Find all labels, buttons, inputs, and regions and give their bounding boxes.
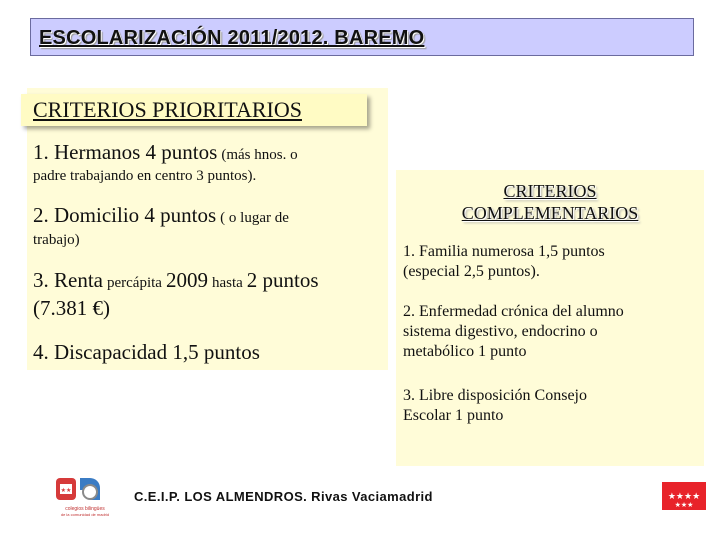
complementarios-heading [396,180,704,224]
prioritario-item-3-percapita: percápita [106,275,162,291]
prioritario-item-3-year: 2009 [165,268,208,292]
logo-left-caption-2: de la comunidad de madrid [60,512,110,517]
prioritarios-heading: CRITERIOS PRIORITARIOS [33,97,302,122]
logo-left-stars-icon: ★★ [60,488,72,494]
prioritario-item-3-line-1 [33,268,319,293]
prioritario-item-2-line-2: trabajo) [33,232,80,248]
complementario-item-2-line-2: sistema digestivo, endocrino o [403,323,598,340]
complementarios-heading-line-2: COMPLEMENTARIOS [461,203,639,223]
prioritarios-heading-box [21,94,367,126]
prioritario-item-4: 4. Discapacidad 1,5 puntos [33,340,260,364]
complementario-item-1 [403,242,695,282]
prioritario-item-2-line-1 [33,203,289,228]
prioritarios-panel [27,88,388,370]
flag-stars-icon-row-2: ★★★ [674,501,694,509]
complementario-item-2 [403,302,695,362]
complementario-item-2-line-3: metabólico 1 punto [403,343,527,360]
complementario-item-3 [403,386,695,426]
prioritario-item-2-main: 2. Domicilio 4 puntos [33,203,217,227]
prioritario-item-1-main: 1. Hermanos 4 puntos [33,140,218,164]
flag-stars-icon: ★★★★ [667,492,701,502]
school-name: C.E.I.P. LOS ALMENDROS. Rivas Vaciamadrid [134,489,433,504]
prioritario-item-3-line-2: (7.381 €) [33,296,110,320]
complementario-item-1-line-2: (especial 2,5 puntos). [403,263,540,280]
prioritario-item-3-hasta: hasta [211,275,243,291]
colegios-bilingues-logo [44,470,126,522]
complementario-item-3-line-1: 3. Libre disposición Consejo [403,387,587,404]
logo-left-caption-1: colegios bilingües [65,506,105,512]
prioritario-item-3-renta: 3. Renta [33,268,103,292]
title-bar [30,18,694,56]
prioritario-item-1-detail: (más hnos. o [221,147,298,163]
prioritario-item-1-line-2: padre trabajando en centro 3 puntos). [33,168,257,184]
complementarios-heading-line-1: CRITERIOS [503,181,597,201]
page-title: ESCOLARIZACIÓN 2011/2012. BAREMO [39,27,425,49]
prioritario-item-3-points: 2 puntos [246,268,319,292]
complementario-item-3-line-2: Escolar 1 punto [403,407,504,424]
logo-left-ring [83,485,97,499]
prioritario-item-1-line-1 [33,140,298,165]
comunidad-de-madrid-flag [662,482,706,510]
complementario-item-1-line-1: 1. Familia numerosa 1,5 puntos [403,243,605,260]
complementario-item-2-line-1: 2. Enfermedad crónica del alumno [403,303,624,320]
prioritario-item-2-detail: ( o lugar de [220,210,289,226]
